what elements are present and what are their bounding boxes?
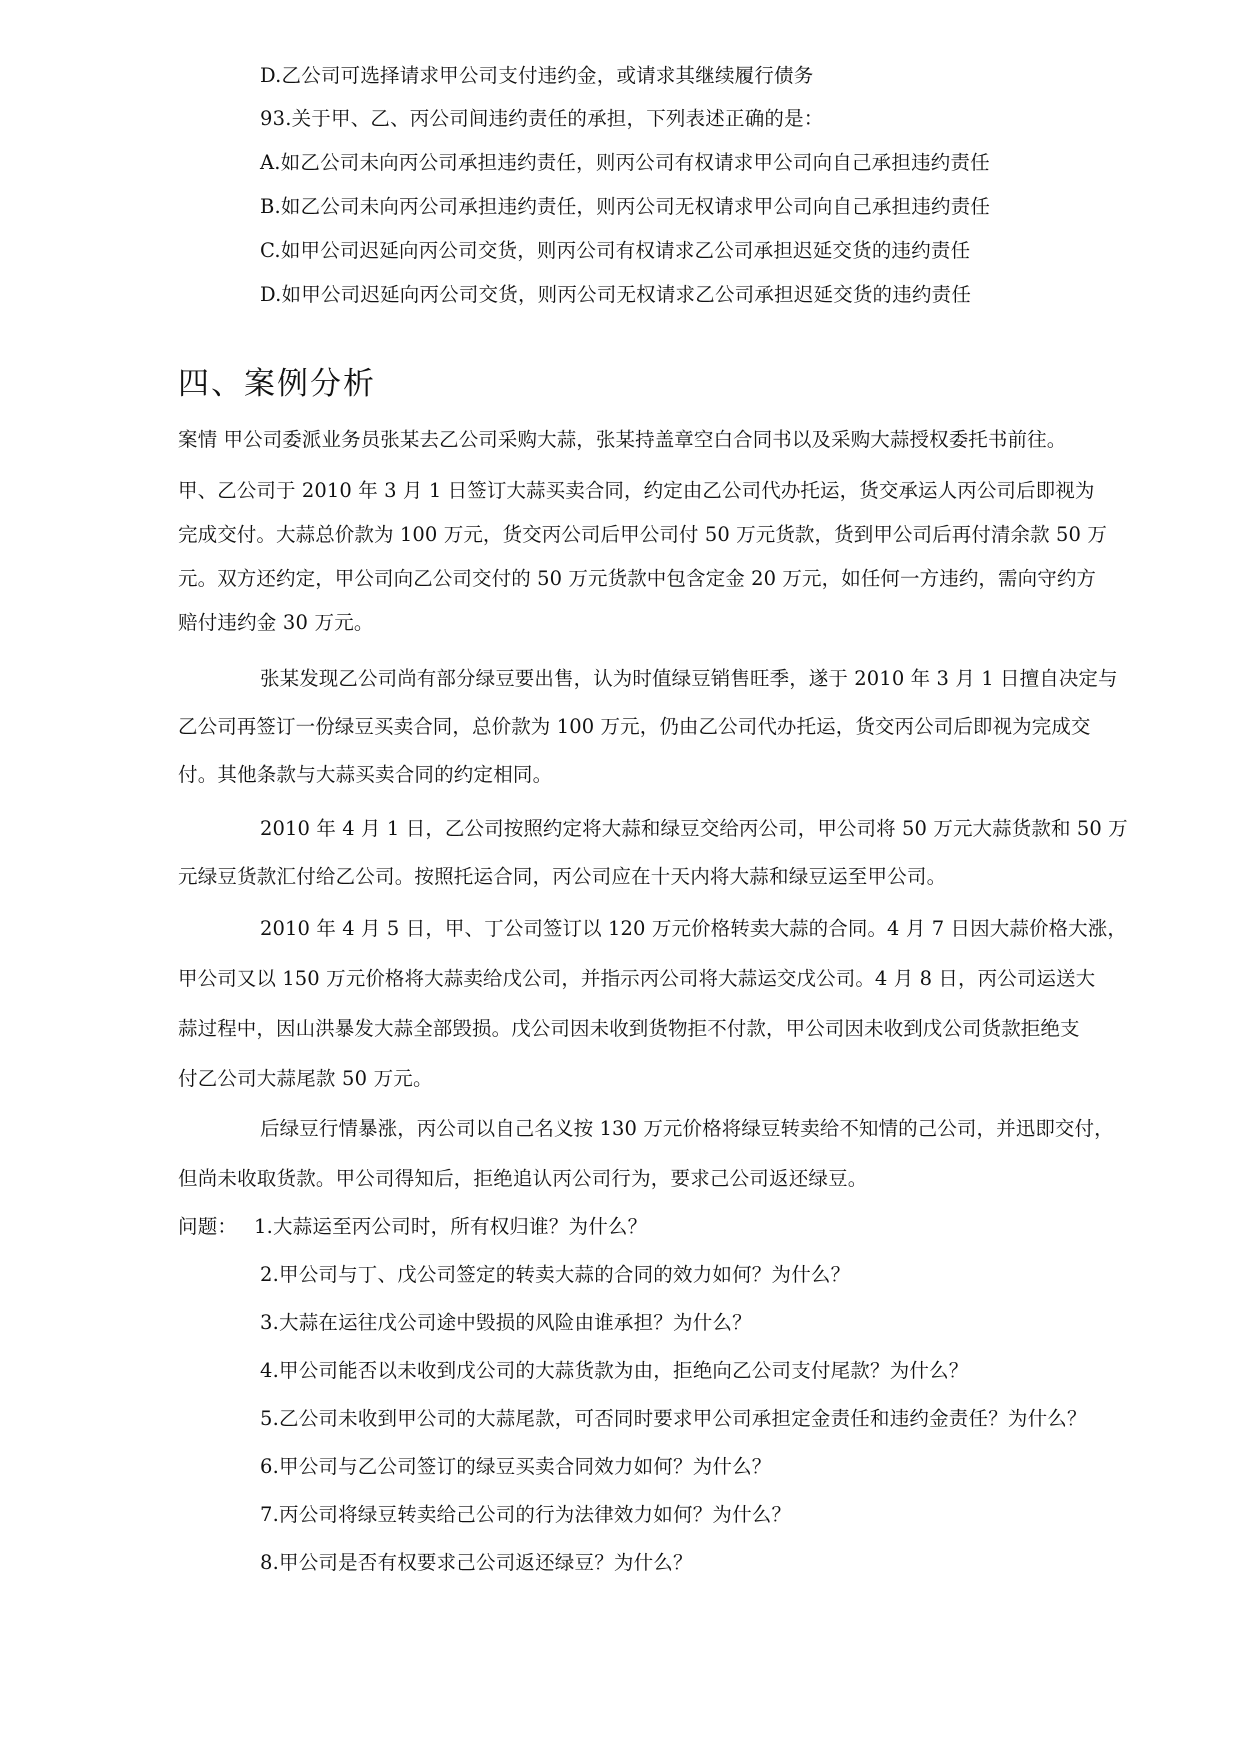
- case-paragraph-1-line-1: 案情 甲公司委派业务员张某去乙公司采购大蒜，张某持盖章空白合同书以及采购大蒜授权委托书前往。: [178, 428, 1067, 451]
- question-1: 1.大蒜运至丙公司时，所有权归谁？为什么？: [254, 1215, 648, 1238]
- case-paragraph-5-line-2: 但尚未收取货款。甲公司得知后，拒绝追认丙公司行为，要求己公司返还绿豆。: [178, 1167, 868, 1190]
- question-6: 6.甲公司与乙公司签订的绿豆买卖合同效力如何？为什么？: [260, 1455, 772, 1478]
- question-8: 8.甲公司是否有权要求己公司返还绿豆？为什么？: [260, 1551, 693, 1574]
- option-93-b: B.如乙公司未向丙公司承担违约责任，则丙公司无权请求甲公司向自己承担违约责任: [260, 195, 991, 218]
- option-93-d: D.如甲公司迟延向丙公司交货，则丙公司无权请求乙公司承担迟延交货的违约责任: [260, 283, 972, 306]
- case-paragraph-2-line-1: 张某发现乙公司尚有部分绿豆要出售，认为时值绿豆销售旺季，遂于 2010 年 3 月 1 日擅自决定与: [260, 667, 1118, 690]
- case-paragraph-3-line-2: 元绿豆货款汇付给乙公司。按照托运合同，丙公司应在十天内将大蒜和绿豆运至甲公司。: [178, 865, 947, 888]
- questions-label: 问题：: [178, 1215, 238, 1238]
- case-paragraph-2-line-3: 付。其他条款与大蒜买卖合同的约定相同。: [178, 763, 553, 786]
- question-7: 7.丙公司将绿豆转卖给己公司的行为法律效力如何？为什么？: [260, 1503, 792, 1526]
- case-paragraph-1-line-4: 元。双方还约定，甲公司向乙公司交付的 50 万元货款中包含定金 20 万元，如任何一方违约，需向守约方: [178, 567, 1097, 590]
- question-5: 5.乙公司未收到甲公司的大蒜尾款，可否同时要求甲公司承担定金责任和违约金责任？为什么？: [260, 1407, 1087, 1430]
- case-paragraph-4-line-4: 付乙公司大蒜尾款 50 万元。: [178, 1067, 433, 1090]
- section-title: 四、案例分析: [178, 366, 376, 402]
- question-93-stem: 93.关于甲、乙、丙公司间违约责任的承担，下列表述正确的是：: [260, 107, 824, 130]
- option-92-d: D.乙公司可选择请求甲公司支付违约金，或请求其继续履行债务: [260, 64, 814, 87]
- case-paragraph-4-line-1: 2010 年 4 月 5 日，甲、丁公司签订以 120 万元价格转卖大蒜的合同。4 月 7 日因大蒜价格大涨，: [260, 917, 1127, 940]
- case-paragraph-1-line-2: 甲、乙公司于 2010 年 3 月 1 日签订大蒜买卖合同，约定由乙公司代办托运，货交承运人丙公司后即视为: [178, 479, 1095, 502]
- case-paragraph-1-line-3: 完成交付。大蒜总价款为 100 万元，货交丙公司后甲公司付 50 万元货款，货到甲公司后再付清余款 50 万: [178, 523, 1107, 546]
- case-paragraph-1-line-5: 赔付违约金 30 万元。: [178, 611, 374, 634]
- question-2: 2.甲公司与丁、戊公司签定的转卖大蒜的合同的效力如何？为什么？: [260, 1263, 851, 1286]
- option-93-a: A.如乙公司未向丙公司承担违约责任，则丙公司有权请求甲公司向自己承担违约责任: [260, 151, 990, 174]
- case-paragraph-5-line-1: 后绿豆行情暴涨，丙公司以自己名义按 130 万元价格将绿豆转卖给不知情的己公司，并迅即交付，: [260, 1117, 1114, 1140]
- question-4: 4.甲公司能否以未收到戊公司的大蒜货款为由，拒绝向乙公司支付尾款？为什么？: [260, 1359, 969, 1382]
- option-93-c: C.如甲公司迟延向丙公司交货，则丙公司有权请求乙公司承担迟延交货的违约责任: [260, 239, 971, 262]
- case-paragraph-4-line-2: 甲公司又以 150 万元价格将大蒜卖给戊公司，并指示丙公司将大蒜运交戊公司。4 月 8 日，丙公司运送大: [178, 967, 1096, 990]
- case-paragraph-4-line-3: 蒜过程中，因山洪暴发大蒜全部毁损。戊公司因未收到货物拒不付款，甲公司因未收到戊公司货款拒绝支: [178, 1017, 1080, 1040]
- case-paragraph-2-line-2: 乙公司再签订一份绿豆买卖合同，总价款为 100 万元，仍由乙公司代办托运，货交丙公司后即视为完成交: [178, 715, 1091, 738]
- case-paragraph-3-line-1: 2010 年 4 月 1 日，乙公司按照约定将大蒜和绿豆交给丙公司，甲公司将 50 万元大蒜货款和 50 万: [260, 817, 1128, 840]
- question-3: 3.大蒜在运往戊公司途中毁损的风险由谁承担？为什么？: [260, 1311, 752, 1334]
